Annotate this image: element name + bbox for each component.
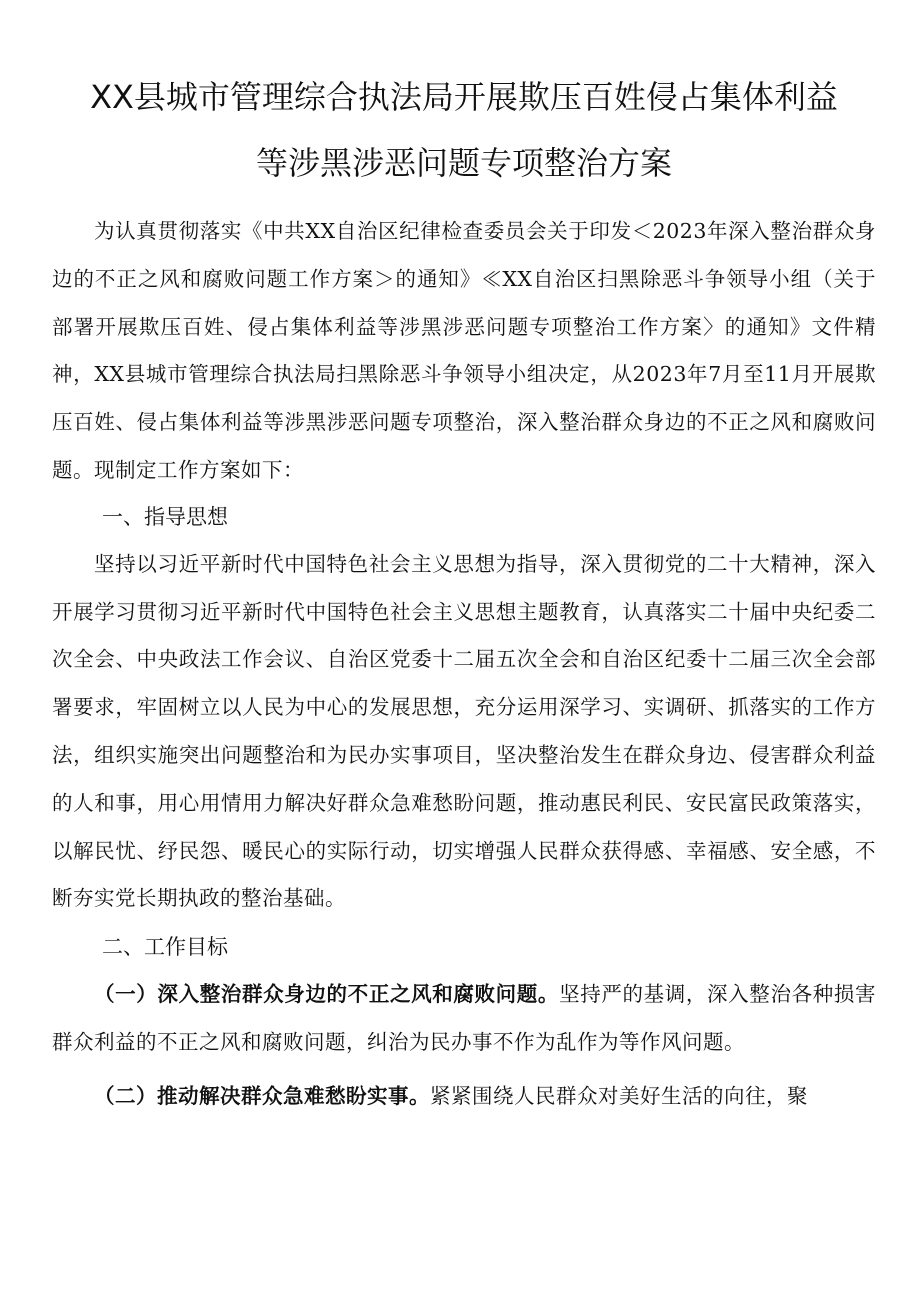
document-title-line-2: 等涉黑涉恶问题专项整治方案 <box>255 144 672 182</box>
document-title-line-1: XX县城市管理综合执法局开展欺压百姓侵占集体利益 <box>90 78 838 116</box>
section-2-heading: 二、工作目标 <box>102 935 228 960</box>
section-2-item-1 <box>52 971 876 1067</box>
section-1-heading: 一、指导思想 <box>102 504 228 529</box>
intro-paragraph: 为认真贯彻落实《中共XX自治区纪律检查委员会关于印发＜2023年深入整治群众身边的不正之风和腐败问题工作方案＞的通知》≪XX自治区扫黑除恶斗争领导小组（关于部署开展欺压百姓、侵占集体利益等涉黑涉恶问题专项整治工作方案〉的通知》文件精神，XX县城市管理综合执法局扫黑除恶斗争领导小组决定，从2023年7月至11月开展欺压百姓、侵占集体利益等涉黑涉恶问题专项整治，深入整治群众身边的不正之风和腐败问题。现制定工作方案如下： <box>52 219 876 482</box>
section-2-item-1-lead: （一）深入整治群众身边的不正之风和腐败问题。 <box>94 982 560 1007</box>
section-1-paragraph: 坚持以习近平新时代中国特色社会主义思想为指导，深入贯彻党的二十大精神，深入开展学习贯彻习近平新时代中国特色社会主义思想主题教育，认真落实二十届中央纪委二次全会、中央政法工作会议、自治区党委十二届五次全会和自治区纪委十二届三次全会部署要求，牢固树立以人民为中心的发展思想，充分运用深学习、实调研、抓落实的工作方法，组织实施突出问题整治和为民办实事项目，坚决整治发生在群众身边、侵害群众利益的人和事，用心用情用力解决好群众急难愁盼问题，推动惠民利民、安民富民政策落实，以解民忧、纾民怨、暖民心的实际行动，切实增强人民群众获得感、幸福感、安全感，不断夯实党长期执政的整治基础。 <box>52 551 876 911</box>
section-2-item-1-body: 坚持严的基调，深入整治各种损害群众利益的不正之风和腐败问题，纠治为民办事不作为乱作为等作风问题。 <box>52 982 877 1054</box>
section-2-item-2-body: 紧紧围绕人民群众对美好生活的向往，聚 <box>430 1083 809 1108</box>
section-2-item-2-lead: （二）推动解决群众急难愁盼实事。 <box>94 1083 431 1108</box>
section-2-item-2 <box>52 1073 876 1121</box>
